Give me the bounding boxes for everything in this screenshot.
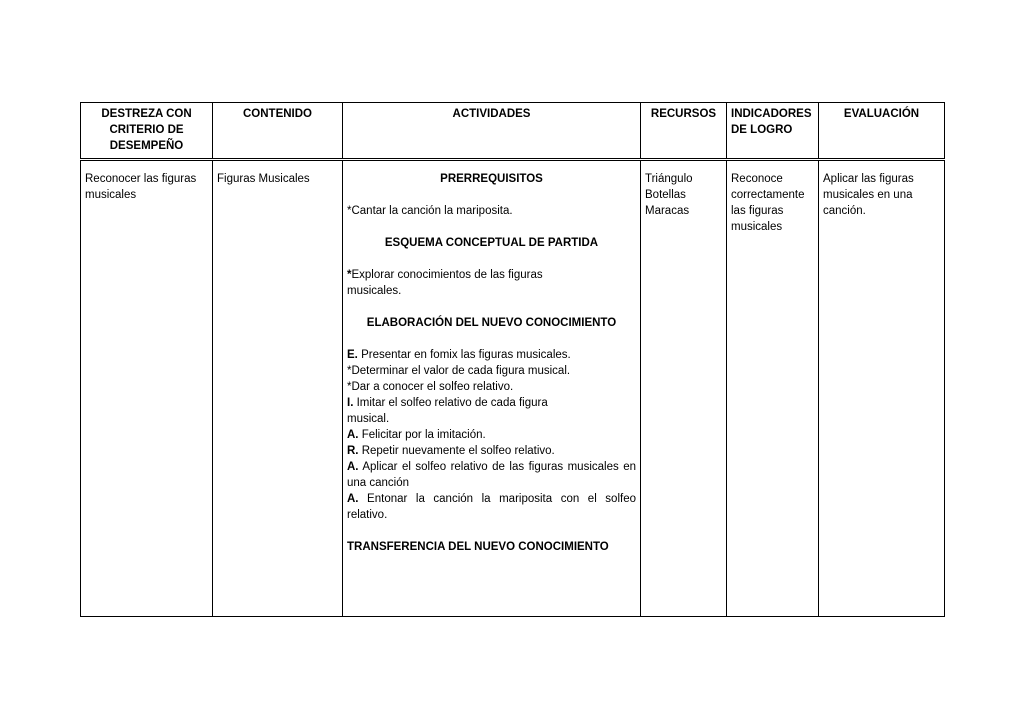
header-indicadores: INDICADORES DE LOGRO — [727, 103, 819, 160]
esquema-item: *Explorar conocimientos de las figuras — [347, 269, 543, 281]
header-destreza: DESTREZA CON CRITERIO DE DESEMPEÑO — [81, 103, 213, 160]
header-contenido: CONTENIDO — [213, 103, 343, 160]
prerrequisitos-item: *Cantar la canción la mariposita. — [347, 205, 513, 217]
step-a-felicitar: A. Felicitar por la imitación. — [347, 429, 486, 441]
header-evaluacion: EVALUACIÓN — [819, 103, 945, 160]
cell-evaluacion: Aplicar las figuras musicales en una canción. — [819, 160, 945, 617]
cell-contenido: Figuras Musicales — [213, 160, 343, 617]
step-a-entonar: A. Entonar la canción la mariposita con el solfeo relativo. — [347, 493, 636, 521]
cell-destreza: Reconocer las figuras musicales — [81, 160, 213, 617]
esquema-title: ESQUEMA CONCEPTUAL DE PARTIDA — [384, 237, 599, 249]
lesson-plan-table — [80, 102, 945, 617]
step-i-cont: musical. — [347, 413, 390, 425]
header-recursos: RECURSOS — [641, 103, 727, 160]
step-i: I. Imitar el solfeo relativo de cada figura — [347, 397, 548, 409]
step-r: R. Repetir nuevamente el solfeo relativo. — [347, 445, 555, 457]
header-actividades: ACTIVIDADES — [343, 103, 641, 160]
step-e: E. Presentar en fomix las figuras musicales. — [347, 349, 571, 361]
prerrequisitos-title: PRERREQUISITOS — [440, 173, 543, 185]
cell-recursos: Triángulo Botellas Maracas — [641, 160, 727, 617]
esquema-item-cont: musicales. — [347, 285, 402, 297]
step-a-aplicar: A. Aplicar el solfeo relativo de las figuras musicales en una canción — [347, 461, 636, 489]
transferencia-title: TRANSFERENCIA DEL NUEVO CONOCIMIENTO — [347, 541, 609, 553]
table-header-row — [81, 103, 945, 160]
step-solfeo: *Dar a conocer el solfeo relativo. — [347, 381, 514, 393]
cell-indicadores: Reconoce correctamente las figuras musicales — [727, 160, 819, 617]
table-row — [81, 160, 945, 617]
elaboracion-title: ELABORACIÓN DEL NUEVO CONOCIMIENTO — [366, 317, 617, 329]
step-determinar: *Determinar el valor de cada figura musical. — [347, 365, 571, 377]
cell-actividades — [343, 160, 641, 617]
